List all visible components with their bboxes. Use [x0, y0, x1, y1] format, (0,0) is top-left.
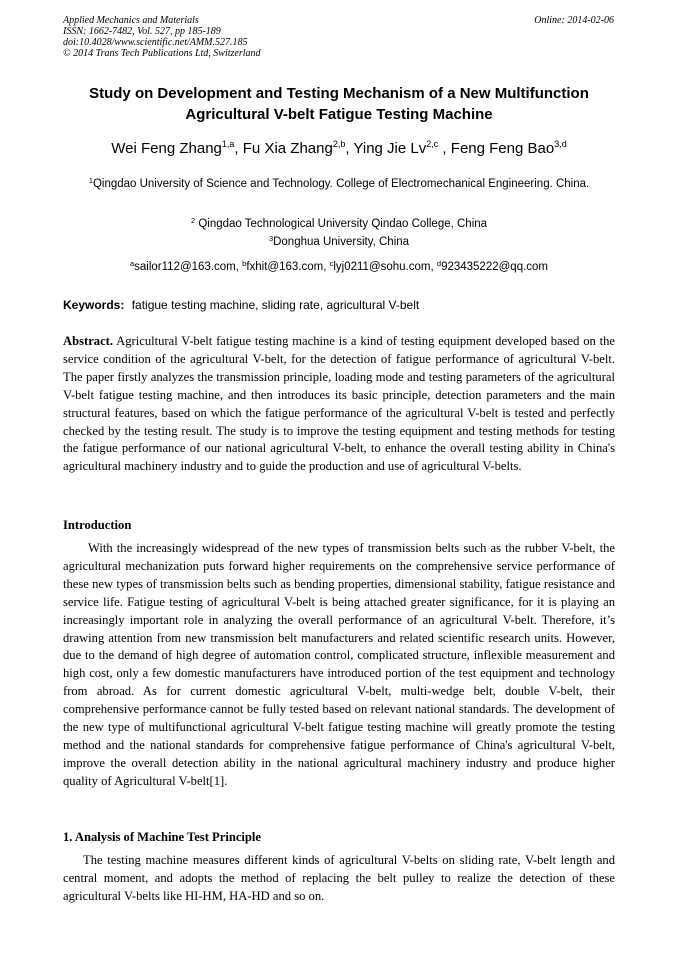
- issn-line: ISSN: 1662-7482, Vol. 527, pp 185-189: [63, 26, 221, 37]
- introduction-heading: Introduction: [63, 518, 132, 532]
- author-separator: ,: [234, 140, 243, 157]
- affiliation-text: Qingdao University of Science and Technology. College of Electromechanical Engineering. China.: [92, 178, 590, 190]
- journal-name: Applied Mechanics and Materials: [63, 15, 199, 26]
- author-affiliation-mark: 3,d: [554, 139, 567, 149]
- author-name: Wei Feng Zhang: [111, 140, 222, 157]
- keywords: [63, 297, 615, 313]
- title-line-2: Agricultural V-belt Fatigue Testing Machine: [185, 106, 493, 123]
- email-link[interactable]: sailor112@163.com,: [134, 261, 239, 273]
- section-1-heading: 1. Analysis of Machine Test Principle: [63, 830, 262, 844]
- section-1-text: The testing machine measures different kinds of agricultural V-belts on sliding rate, V-belt length and central moment, and adopts the method of replacing the belt pulley to realize the detection of these agricultural V-belts like HI-HM, HA-HD and so on.: [63, 853, 615, 903]
- affiliation-1: [60, 176, 618, 192]
- author-list: [20, 139, 658, 159]
- affiliation-text: Donghua University, China: [273, 236, 410, 248]
- affiliation-2: [60, 216, 618, 232]
- email-list: [60, 259, 618, 275]
- title-line-1: Study on Development and Testing Mechanism of a New Multifunction: [89, 85, 589, 102]
- email-link[interactable]: lyj0211@sohu.com,: [333, 261, 434, 273]
- abstract-text: Agricultural V-belt fatigue testing machine is a kind of testing equipment developed based on the service condition of the agricultural V-belt, for the detection of fatigue performance of agricultural V-belt. The paper firstly analyzes the transmission principle, loading mode and testing parameters of the agricultural V-belt fatigue testing machine, and then introduces its basic principle, detection parameters and the main structural features, based on which the fatigue performance of the agricultural V-belt is tested and perfectly checked by the testing result. The study is to improve the testing equipment and testing methods for testing the fatigue performance of our national agricultural V-belt, to enhance the overall testing ability in China's agricultural machinery industry and to guide the production and use of agricultural V-belts.: [63, 334, 615, 474]
- keywords-label: Keywords:: [63, 298, 125, 312]
- author-affiliation-mark: 2,c: [426, 139, 439, 149]
- email-link[interactable]: fxhit@163.com,: [246, 261, 327, 273]
- author-name: Ying Jie Lv: [353, 140, 427, 157]
- abstract-label: Abstract.: [63, 334, 114, 348]
- email-mark: a: [129, 259, 135, 268]
- keywords-text: fatigue testing machine, sliding rate, agricultural V-belt: [131, 298, 420, 312]
- author-affiliation-mark: 2,b: [332, 139, 346, 149]
- online-date: Online: 2014-02-06: [534, 15, 614, 26]
- email-mark: d: [436, 259, 442, 268]
- email-link[interactable]: 923435222@qq.com: [441, 261, 549, 273]
- author-name: Fu Xia Zhang: [242, 140, 333, 157]
- author-separator: ,: [438, 140, 451, 157]
- affiliation-text: Qingdao Technological University Qindao College, China: [198, 218, 488, 230]
- paper-title: [40, 83, 638, 125]
- affiliation-mark: 1: [88, 176, 93, 185]
- affiliation-mark: 3: [268, 234, 274, 243]
- journal-header: [63, 15, 261, 59]
- author-name: Feng Feng Bao: [450, 140, 555, 157]
- author-affiliation-mark: 1,a: [221, 139, 235, 149]
- email-mark: b: [242, 259, 247, 268]
- email-mark: c: [329, 259, 334, 268]
- copyright-line: © 2014 Trans Tech Publications Ltd, Switzerland: [63, 48, 261, 59]
- abstract: [63, 333, 615, 476]
- doi-line: doi:10.4028/www.scientific.net/AMM.527.185: [63, 37, 248, 48]
- introduction-text: With the increasingly widespread of the new types of transmission belts such as the rubber V-belt, the agricultural mechanization puts forward higher requirements on the comprehensive service performance of these new types of transmission belts such as bending properties, dimensional stability, fatigue resistance and service life. Fatigue testing of agricultural V-belt is being attached greater significance, for it is playing an increasingly important role in analyzing the overall performance of an agricultural V-belt. Therefore, it’s drawing attention from new transmission belt manufacturers and related scientific research units. However, due to the demand of high degree of automation control, complicated structure, inflexible measurement and high cost, only a few domestic manufacturers have introduced portion of the test equipment and technology from abroad. As for current domestic agricultural V-belt, multi-wedge belt, double V-belt, their comprehensive performance cannot be fully tested based on relevant national standards. The development of the new type of multifunctional agricultural V-belt fatigue testing machine will greatly promote the testing method and the national standards for comprehensive fatigue performance of China's agricultural V-belt, improve the overall detection ability in the national agricultural machinery industry and produce higher quality of Agricultural V-belt[1].: [63, 541, 615, 788]
- affiliation-mark: 2: [190, 216, 196, 225]
- affiliation-3: [60, 234, 618, 250]
- author-separator: ,: [345, 140, 354, 157]
